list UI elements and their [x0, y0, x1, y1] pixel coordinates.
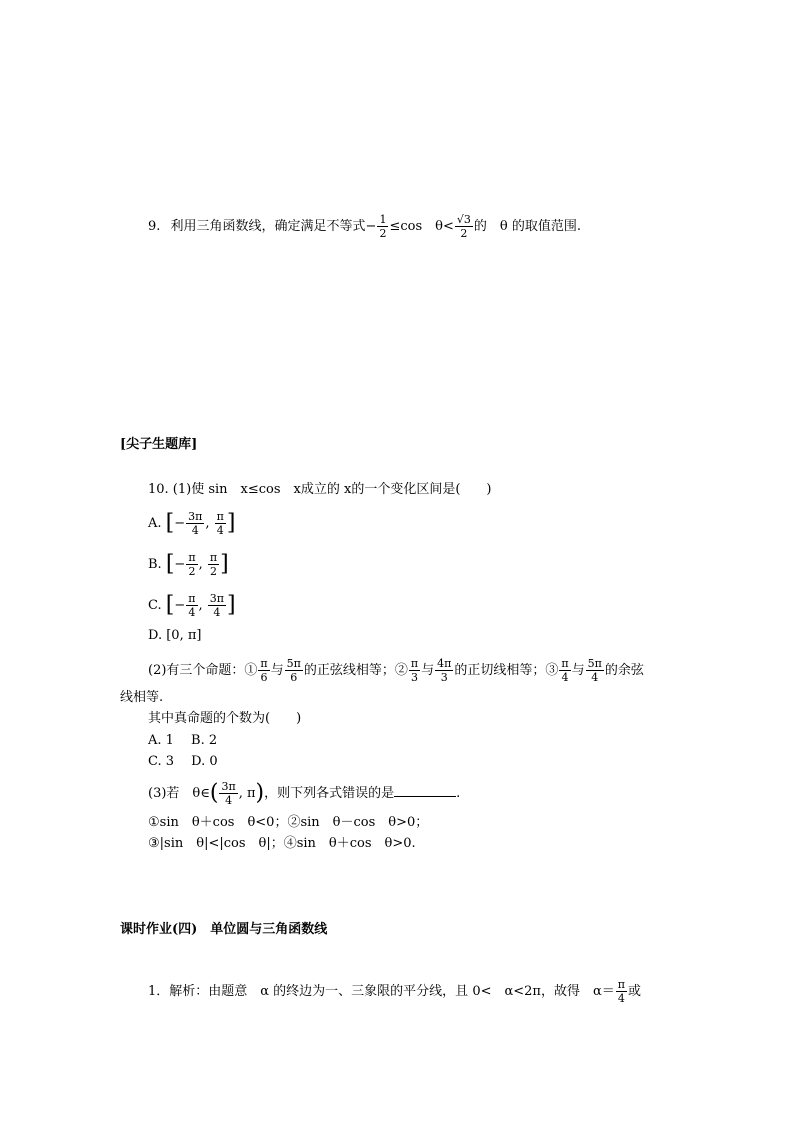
- question-number: 9.: [148, 219, 161, 234]
- fraction: $\frac{√3}{2}$: [456, 213, 471, 240]
- question-10-part-2-ask: 其中真命题的个数为( ): [148, 711, 302, 726]
- fraction: $\frac{1}{2}$: [379, 213, 387, 240]
- question-10-part-3-items-2: ③|sin θ|<|cos θ|；④sin θ＋cos θ>0.: [148, 836, 416, 851]
- options-cd: C. 3 D. 0: [148, 754, 218, 769]
- solution-1: 1．解析：由题意 α 的终边为一、三象限的平分线，且 0< α<2π，故得 α＝ $\frac{\pi}{4}$ 或: [148, 978, 641, 1005]
- option-d: D. [0, π]: [148, 628, 202, 643]
- options-ab: A. 1 B. 2: [148, 733, 218, 748]
- question-text: 利用三角函数线，确定满足不等式−: [170, 219, 377, 234]
- question-10-part-3-items-1: ①sin θ＋cos θ<0；②sin θ－cos θ>0；: [148, 815, 429, 830]
- option-b: B. [− $\frac{\pi}{2}$ , $\frac{\pi}{2}$ ]: [148, 551, 229, 578]
- question-10-part-3: (3)若 θ∈( $\frac{3\pi}{4}$ , π)，则下列各式错误的是 .: [148, 780, 461, 807]
- option-c: C. [− $\frac{\pi}{4}$ , $\frac{3\pi}{4}$ ]: [148, 592, 236, 619]
- question-9: 9. 利用三角函数线，确定满足不等式− $\frac{1}{2}$ ≤cos θ< $\frac{√3}{2}$ 的 θ 的取值范围.: [148, 213, 581, 240]
- section-header: [尖子生题库]: [120, 437, 198, 452]
- option-a: A. [− $\frac{3\pi}{4}$ , $\frac{\pi}{4}$ ]: [148, 510, 236, 537]
- homework-title: 课时作业(四) 单位圆与三角函数线: [120, 922, 328, 937]
- question-10-stem: 10. (1)使 sin x≤cos x成立的 x的一个变化区间是( ): [148, 482, 492, 497]
- question-10-part-2: (2)有三个命题：① $\frac{\pi}{6}$ 与 $\frac{5\pi}{6}$ 的正弦线相等；② $\frac{\pi}{3}$ 与 $\frac{4\pi}{3}$ 的正切线相等；③ $\frac{\pi}{4}$ 与 $\frac{5\pi}{4}$ 的余弦: [148, 657, 644, 684]
- question-10-part-2-cont: 线相等.: [120, 690, 164, 705]
- answer-blank: [394, 784, 456, 797]
